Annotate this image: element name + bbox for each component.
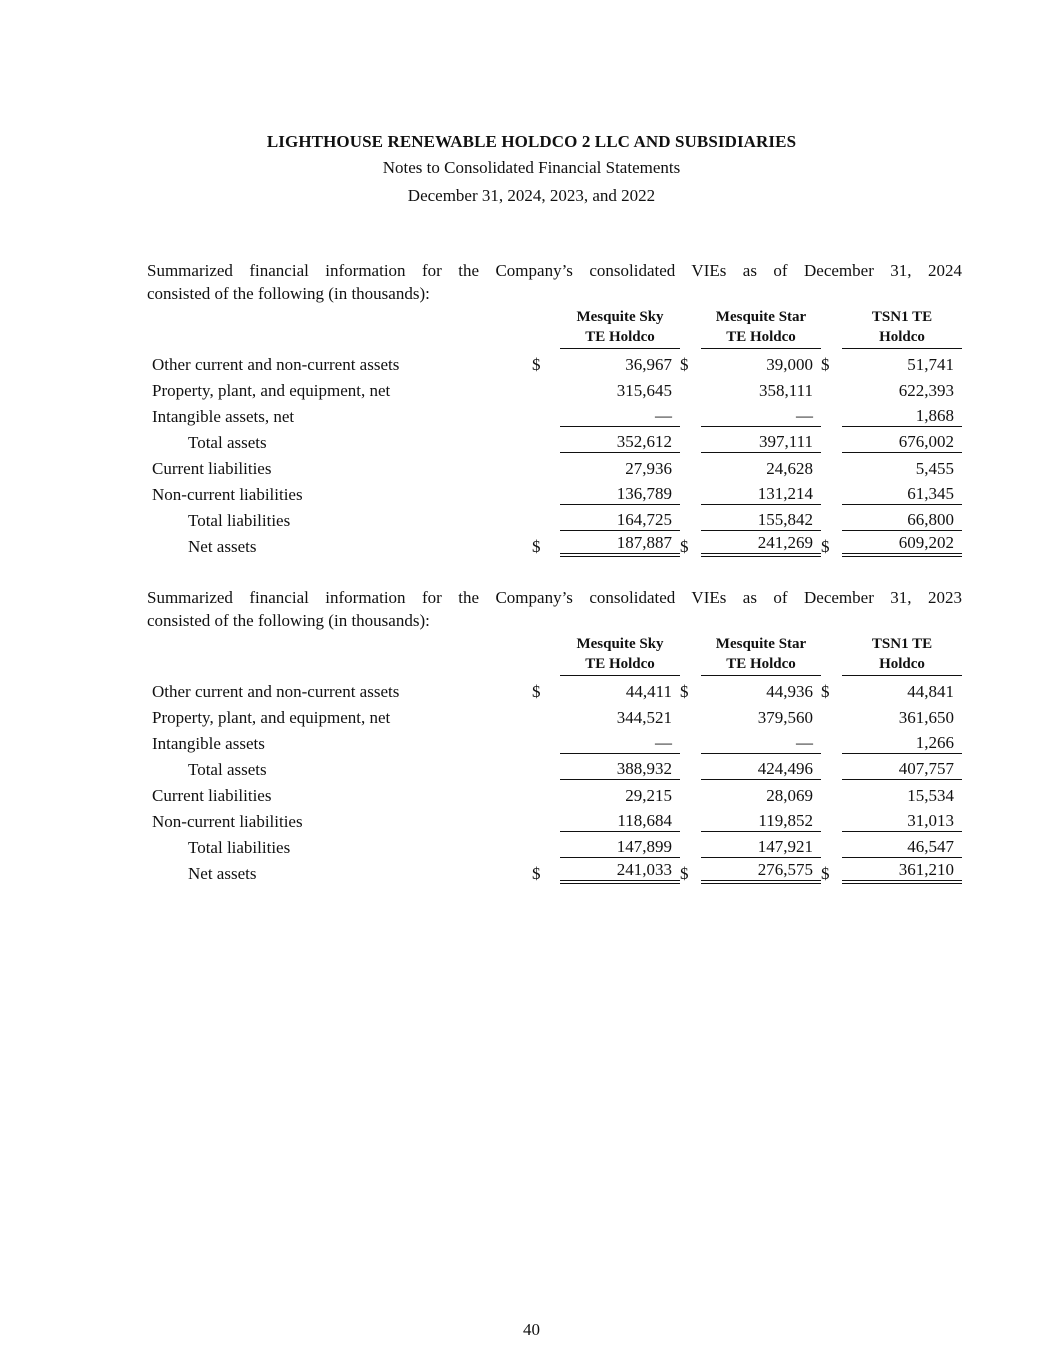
table-header-row	[147, 307, 962, 349]
intro-line-2: consisted of the following (in thousands):	[147, 284, 430, 303]
document-dates: December 31, 2024, 2023, and 2022	[407, 186, 656, 205]
table-row: Non-current liabilities 118,684 119,852 31,013	[147, 806, 962, 832]
table-row: Property, plant, and equipment, net 315,645 358,111 622,393	[152, 381, 954, 400]
table-row: Intangible assets, net — — 1,868	[147, 401, 962, 427]
table-row-total: Total assets 388,932 424,496 407,757	[147, 754, 962, 780]
vie-table-2024	[147, 307, 962, 557]
column-header: Mesquite Sky TE Holdco	[560, 634, 680, 676]
column-header: Mesquite Star TE Holdco	[701, 307, 821, 349]
table-row: Non-current liabilities 136,789 131,214 61,345	[147, 479, 962, 505]
intro-line-1: Summarized financial information for the Company’s consolidated VIEs as of December 31, 2023	[147, 588, 962, 607]
document-header	[0, 130, 1055, 210]
table-row: Intangible assets — — 1,266	[147, 728, 962, 754]
intro-paragraph	[147, 259, 962, 305]
table-row-total: Total liabilities 164,725 155,842 66,800	[147, 505, 962, 531]
company-name: LIGHTHOUSE RENEWABLE HOLDCO 2 LLC AND SUBSIDIARIES	[266, 132, 797, 151]
table-row: Other current and non-current assets $ 44,411 $ 44,936 $ 44,841	[152, 682, 954, 701]
vie-summary-2024	[147, 259, 962, 557]
column-header: TSN1 TE Holdco	[842, 634, 962, 676]
table-row: Current liabilities 29,215 28,069 15,534	[152, 786, 954, 805]
document-subtitle: Notes to Consolidated Financial Statements	[382, 158, 681, 177]
table-header-row	[147, 634, 962, 676]
table-row: Other current and non-current assets $ 36,967 $ 39,000 $ 51,741	[152, 355, 954, 374]
column-header: Mesquite Star TE Holdco	[701, 634, 821, 676]
table-row-net: Net assets $ 187,887 $ 241,269 $ 609,202	[147, 531, 962, 557]
intro-line-1: Summarized financial information for the Company’s consolidated VIEs as of December 31, 2024	[147, 261, 962, 280]
table-row-net: Net assets $ 241,033 $ 276,575 $ 361,210	[147, 858, 962, 884]
column-header: Mesquite Sky TE Holdco	[560, 307, 680, 349]
table-row: Current liabilities 27,936 24,628 5,455	[152, 459, 954, 478]
vie-table-2023	[147, 634, 962, 884]
table-row: Property, plant, and equipment, net 344,521 379,560 361,650	[152, 708, 954, 727]
column-header: TSN1 TE Holdco	[842, 307, 962, 349]
intro-paragraph	[147, 586, 962, 632]
intro-line-2: consisted of the following (in thousands):	[147, 611, 430, 630]
page-number: 40	[523, 1320, 540, 1339]
table-row-total: Total liabilities 147,899 147,921 46,547	[147, 832, 962, 858]
table-row-total: Total assets 352,612 397,111 676,002	[147, 427, 962, 453]
vie-summary-2023	[147, 586, 962, 884]
